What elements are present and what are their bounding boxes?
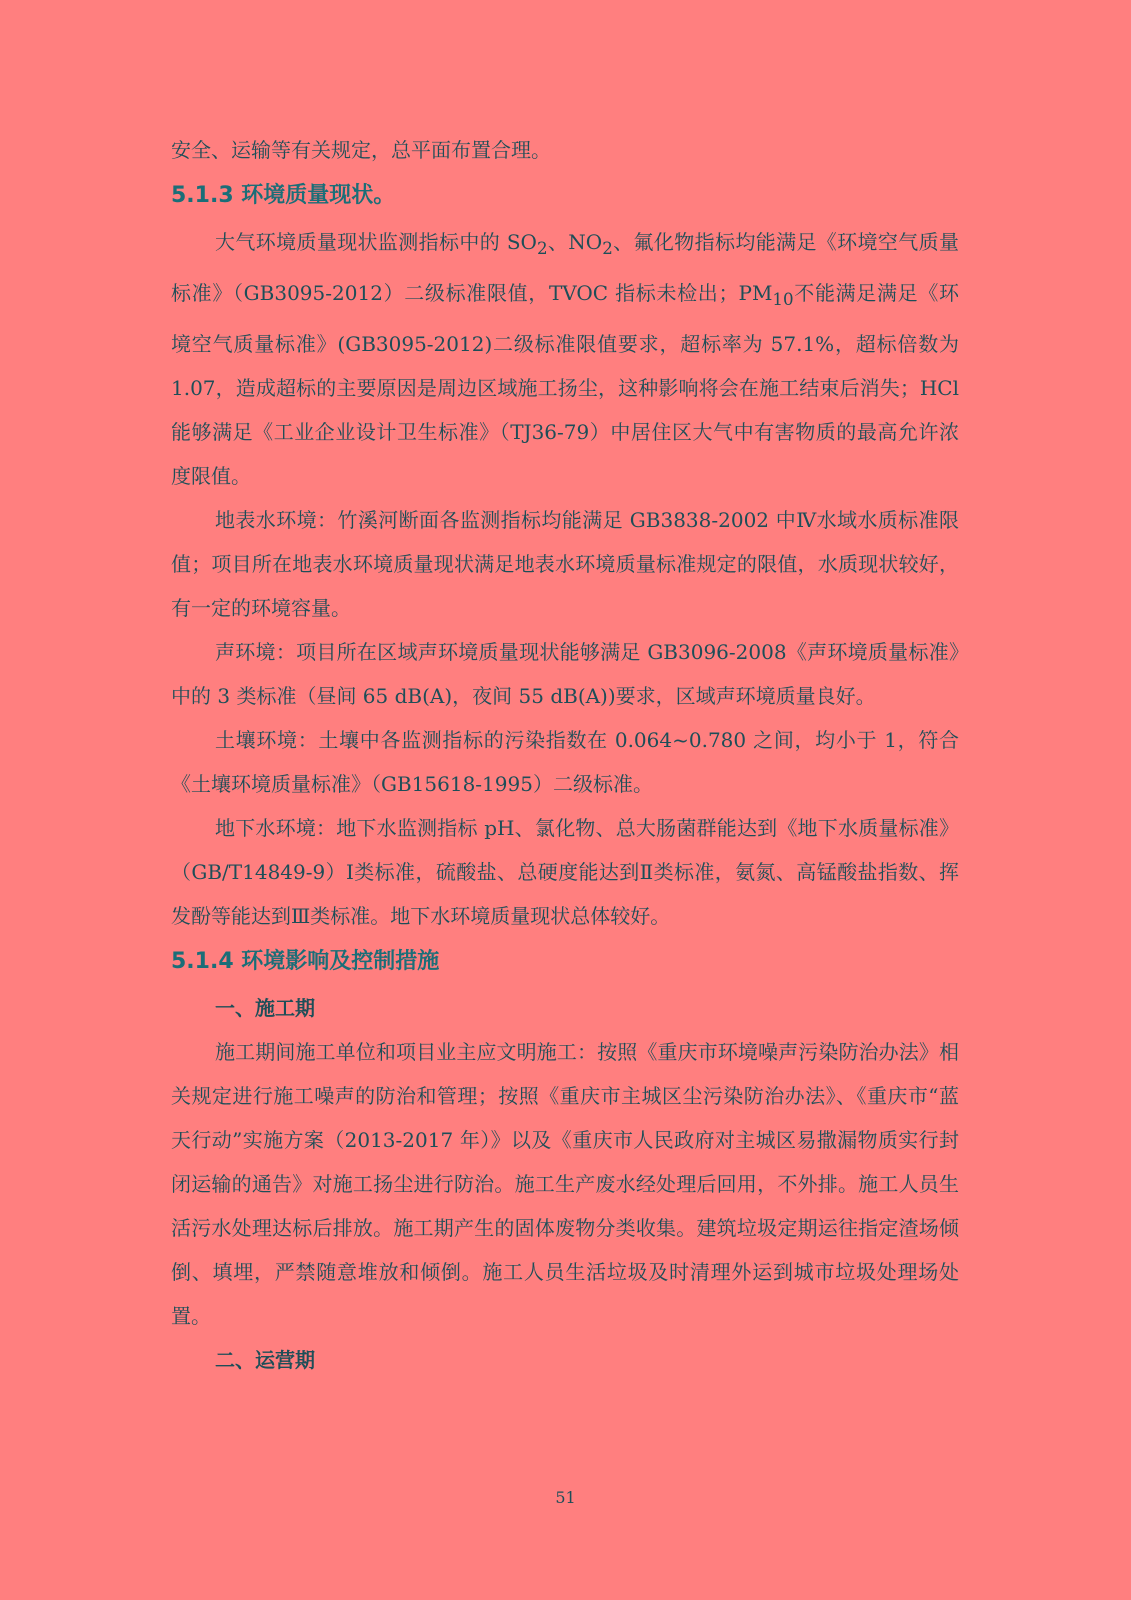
pm10-subscript: 10 bbox=[772, 290, 794, 309]
air-text-c: 、氟化物指标均能满足《环境空气质量标准》（GB3095-2012）二级标准限值，TVOC 指标未检出；PM bbox=[171, 230, 959, 305]
section-heading-5-1-3: 5.1.3 环境质量现状。 bbox=[171, 183, 396, 208]
continuation-paragraph: 安全、运输等有关规定，总平面布置合理。 bbox=[171, 138, 551, 162]
so2-subscript: 2 bbox=[536, 239, 548, 258]
noise-paragraph: 声环境：项目所在区域声环境质量现状能够满足 GB3096-2008《声环境质量标准》中的 3 类标准（昼间 65 dB(A)，夜间 55 dB(A))要求，区域声环境质量良好。 bbox=[171, 640, 959, 708]
surface-water-paragraph: 地表水环境：竹溪河断面各监测指标均能满足 GB3838-2002 中Ⅳ水域水质标准限值；项目所在地表水环境质量现状满足地表水环境质量标准规定的限值，水质现状较好，有一定的环境容量。 bbox=[171, 508, 959, 620]
air-text-a: 大气环境质量现状监测指标中的 SO bbox=[215, 230, 537, 254]
soil-paragraph: 土壤环境：土壤中各监测指标的污染指数在 0.064~0.780 之间，均小于 1，符合《土壤环境质量标准》（GB15618-1995）二级标准。 bbox=[171, 728, 959, 796]
subheading-operation: 二、运营期 bbox=[215, 1348, 315, 1372]
groundwater-paragraph: 地下水环境：地下水监测指标 pH、氯化物、总大肠菌群能达到《地下水质量标准》（GB/T14849-9）Ⅰ类标准，硫酸盐、总硬度能达到Ⅱ类标准，氨氮、高锰酸盐指数、挥发酚等能达到Ⅲ类标准。地下水环境质量现状总体较好。 bbox=[171, 816, 959, 928]
page-number: 51 bbox=[555, 1488, 576, 1507]
document-page bbox=[171, 128, 959, 1382]
section-heading-5-1-4: 5.1.4 环境影响及控制措施 bbox=[171, 949, 440, 974]
no2-subscript: 2 bbox=[602, 239, 613, 258]
air-text-b: 、NO bbox=[547, 230, 603, 254]
subheading-construction: 一、施工期 bbox=[215, 996, 315, 1020]
construction-paragraph: 施工期间施工单位和项目业主应文明施工：按照《重庆市环境噪声污染防治办法》相关规定进行施工噪声的防治和管理；按照《重庆市主城区尘污染防治办法》、《重庆市“蓝天行动”实施方案（2013-2017 年）》以及《重庆市人民政府对主城区易撒漏物质实行封闭运输的通告》对施工扬尘进行防治。施工生产废水经处理后回用，不外排。施工人员生活污水处理达标后排放。施工期产生的固体废物分类收集。建筑垃圾定期运往指定渣场倾倒、填埋，严禁随意堆放和倾倒。施工人员生活垃圾及时清理外运到城市垃圾处理场处置。 bbox=[171, 1040, 959, 1328]
air-text-d: 不能满足满足《环境空气质量标准》(GB3095-2012)二级标准限值要求，超标率为 57.1%，超标倍数为 1.07，造成超标的主要原因是周边区域施工扬尘，这种影响将会在施工结束后消失；HCl 能够满足《工业企业设计卫生标准》（TJ36-79）中居住区大气中有害物质的最高允许浓度限值。 bbox=[171, 281, 959, 488]
air-quality-paragraph bbox=[171, 220, 959, 498]
